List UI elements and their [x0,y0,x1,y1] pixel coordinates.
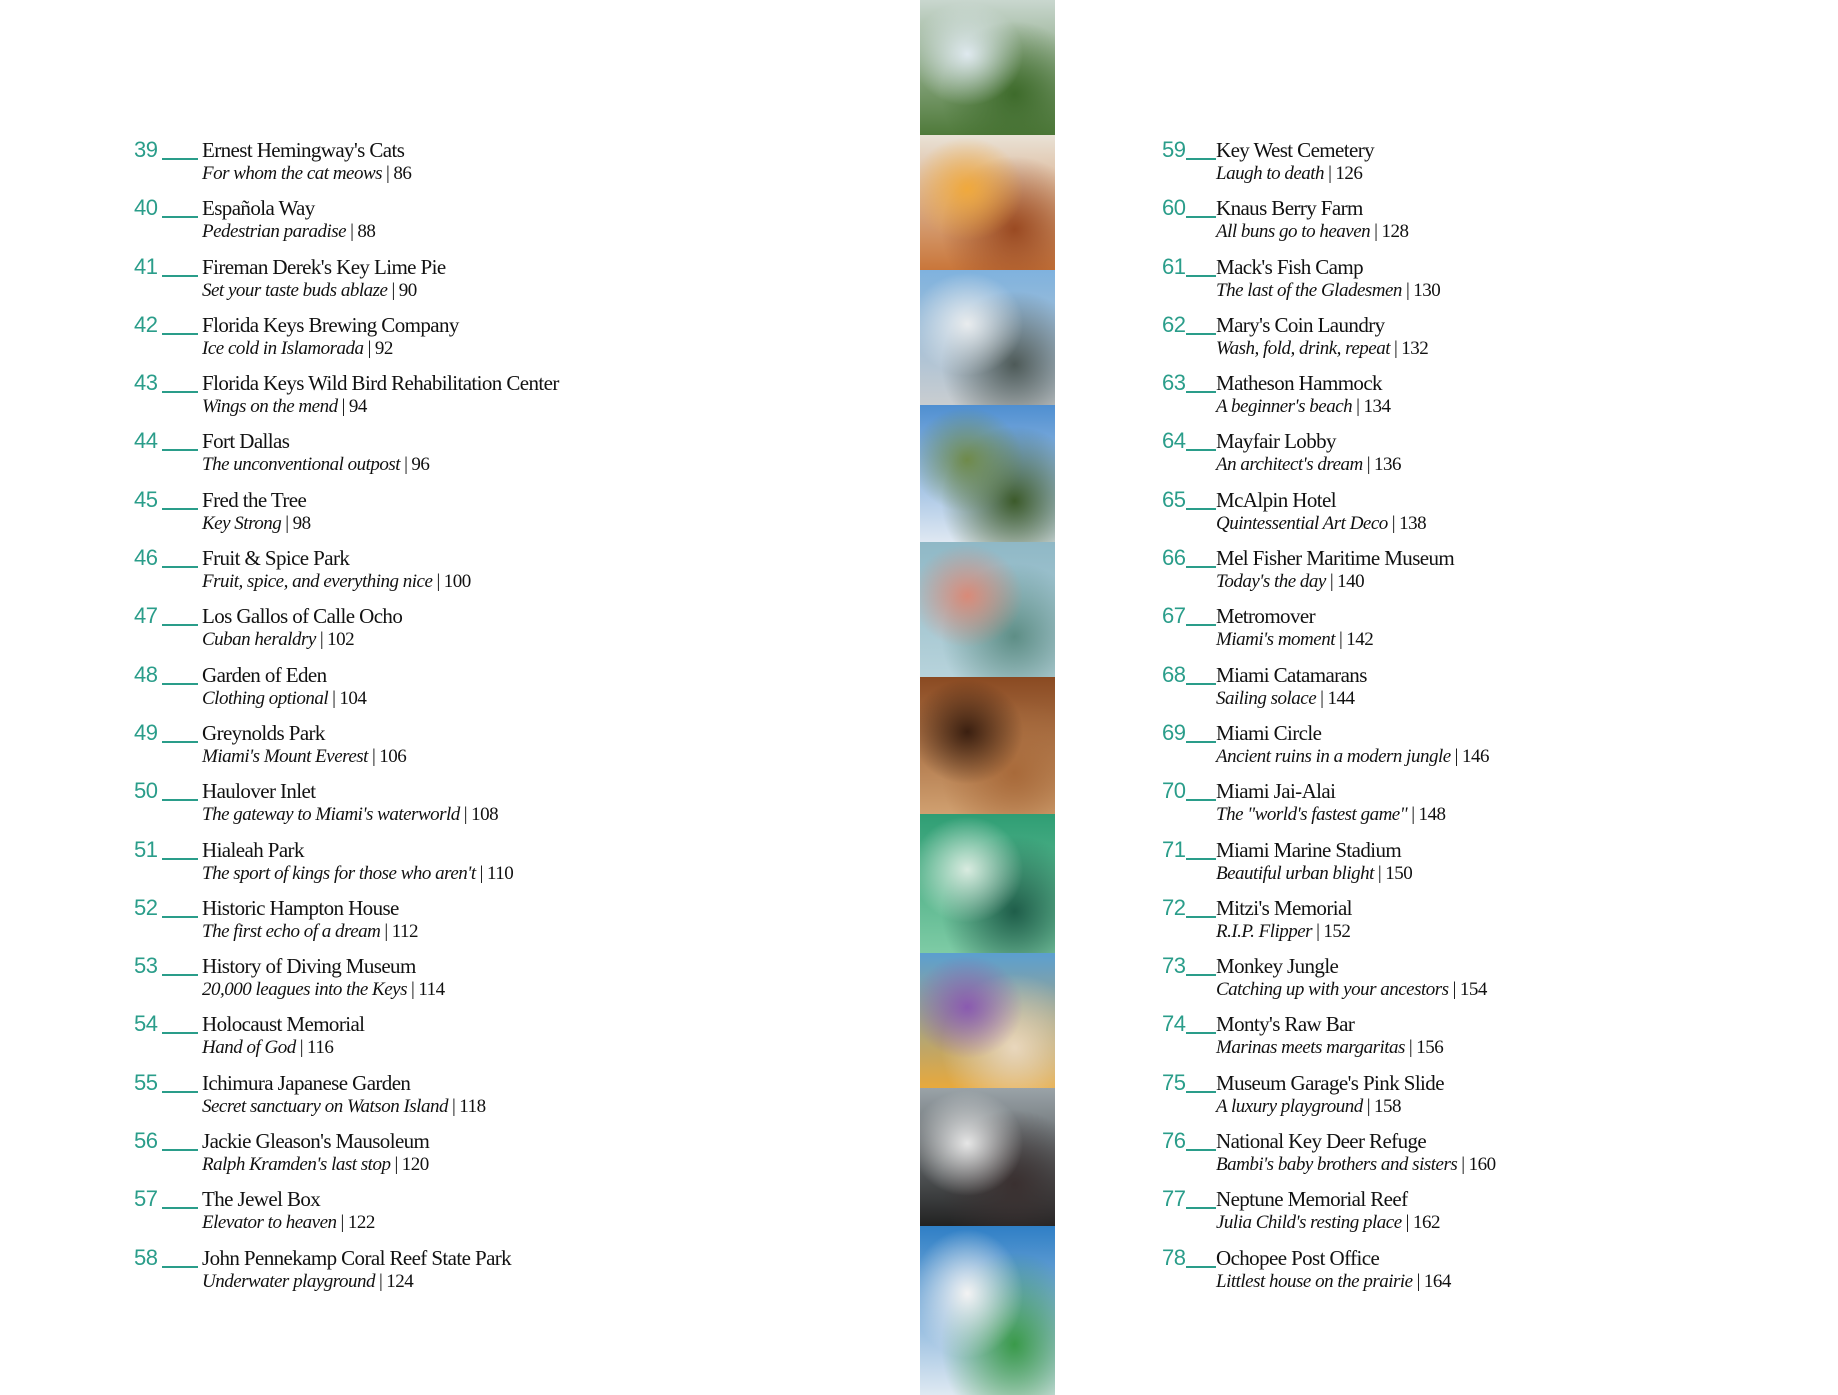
entry-subtitle: Miami's Mount Everest [202,745,368,767]
separator: | [350,221,354,243]
entry-subtitle-line [202,688,366,710]
entry-subtitle-line [202,513,311,535]
entry-number: 60 [1162,195,1186,221]
separator: | [1416,1270,1420,1292]
entry-page-number: 112 [391,920,418,942]
entry-subtitle: An architect's dream [1216,454,1363,476]
entry-subtitle: Ralph Kramden's last stop [202,1154,391,1176]
entry-subtitle: The last of the Gladesmen [1216,279,1402,301]
entry-page-number: 94 [348,396,367,418]
entry-leader-line [1186,1266,1216,1268]
separator: | [436,571,440,593]
entry-leader-line [1186,275,1216,277]
separator: | [285,512,289,534]
entry-number: 48 [134,661,158,687]
entry-subtitle-line [1216,454,1401,476]
entry-leader-line [162,799,198,801]
entry-subtitle: Clothing optional [202,687,329,709]
entry-subtitle: The first echo of a dream [202,920,381,942]
entry-subtitle: Set your taste buds ablaze [202,279,388,301]
entry-title: Monty's Raw Bar [1216,1012,1355,1037]
entry-leader-line [1186,391,1216,393]
entry-leader-line [162,683,198,685]
key-lime-pie-photo [920,135,1055,270]
entry-leader-line [1186,158,1216,160]
entry-title: Fruit & Spice Park [202,546,350,571]
separator: | [479,862,483,884]
entry-leader-line [162,1207,198,1209]
entry-title: Mitzi's Memorial [1216,895,1352,920]
entry-number: 68 [1162,661,1186,687]
entry-title: Monkey Jungle [1216,954,1339,979]
entry-subtitle: Key Strong [202,512,282,534]
entry-number: 45 [134,486,158,512]
entry-page-number: 100 [443,571,471,593]
bottles-photo [920,1088,1055,1226]
separator: | [1366,454,1371,476]
entry-subtitle-line [1216,163,1362,185]
entry-number: 71 [1162,836,1186,862]
entry-leader-line [1186,1207,1216,1209]
entry-leader-line [1186,333,1216,335]
entry-leader-line [162,1149,198,1151]
entry-subtitle-line [1216,1096,1401,1118]
entry-subtitle-line [1216,396,1390,418]
entry-subtitle: Julia Child's resting place [1216,1212,1402,1234]
entry-number: 42 [134,311,158,337]
entry-subtitle-line [202,746,406,768]
photo-strip [920,0,1055,1395]
entry-title: Miami Jai-Alai [1216,779,1336,804]
entry-subtitle: 20,000 leagues into the Keys [202,979,407,1001]
separator: | [332,687,336,709]
entry-title: Florida Keys Wild Bird Rehabilitation Center [202,371,559,396]
entry-page-number: 138 [1399,512,1427,534]
entry-page-number: 154 [1459,979,1487,1001]
entry-title: Greynolds Park [202,720,325,745]
separator: | [1366,1095,1371,1117]
separator: | [384,920,388,942]
entry-number: 46 [134,545,158,571]
entry-subtitle: Laugh to death [1216,163,1325,184]
entry-leader-line [162,1266,198,1268]
entry-subtitle: Bambi's baby brothers and sisters [1216,1154,1458,1176]
entry-subtitle-line [202,1271,413,1293]
entry-leader-line [1186,1091,1216,1093]
entry-subtitle: R.I.P. Flipper [1216,920,1313,942]
entry-leader-line [162,974,198,976]
entry-title: Mary's Coin Laundry [1216,312,1385,337]
entry-leader-line [1186,1032,1216,1034]
bedroom-quilt-photo [920,542,1055,677]
entry-title: Mel Fisher Maritime Museum [1216,546,1455,571]
entry-subtitle: Fruit, spice, and everything nice [202,571,433,593]
entry-title: Historic Hampton House [202,895,399,920]
entry-title: Fort Dallas [202,429,290,454]
separator: | [411,979,415,1001]
entry-page-number: 96 [411,454,430,476]
separator: | [1391,512,1396,534]
entry-subtitle-line [202,629,354,651]
entry-title: Matheson Hammock [1216,371,1382,396]
entry-number: 51 [134,836,158,862]
separator: | [391,279,395,301]
entry-page-number: 144 [1327,687,1355,709]
entry-leader-line [1186,1149,1216,1151]
entry-subtitle: The "world's fastest game" [1216,804,1408,826]
entry-title: Knaus Berry Farm [1216,196,1363,221]
entry-subtitle: Littlest house on the prairie [1216,1270,1413,1292]
entry-subtitle-line [202,1037,333,1059]
entry-subtitle: Today's the day [1216,571,1326,593]
entry-number: 67 [1162,603,1186,629]
entry-subtitle: All buns go to heaven [1216,221,1371,243]
separator: | [1374,221,1378,243]
entry-title: Hialeah Park [202,837,304,862]
entry-subtitle: Catching up with your ancestors [1216,979,1449,1001]
entry-subtitle-line [202,571,471,593]
entry-number: 53 [134,953,158,979]
entry-number: 44 [134,428,158,454]
separator: | [1408,1037,1413,1059]
entry-subtitle-line [202,1212,375,1234]
entry-subtitle-line [1216,1271,1451,1293]
entry-page-number: 102 [327,629,355,651]
entry-subtitle-line [202,454,429,476]
entry-subtitle-line [1216,629,1373,651]
entry-subtitle: A luxury playground [1216,1095,1363,1117]
entry-title: The Jewel Box [202,1187,321,1212]
separator: | [299,1037,304,1059]
entry-subtitle-line [202,863,513,885]
entry-subtitle-line [202,979,445,1001]
entry-number: 41 [134,253,158,279]
entry-leader-line [162,566,198,568]
entry-number: 40 [134,195,158,221]
entry-number: 50 [134,778,158,804]
entry-page-number: 152 [1323,920,1351,942]
entry-title: Ernest Hemingway's Cats [202,138,405,162]
separator: | [451,1095,456,1117]
entry-leader-line [162,158,198,160]
entry-page-number: 86 [393,163,412,184]
separator: | [1338,629,1343,651]
entry-page-number: 116 [307,1037,334,1059]
entry-subtitle: Pedestrian paradise [202,221,347,243]
entry-leader-line [1186,683,1216,685]
separator: | [1356,396,1360,418]
separator: | [1329,571,1334,593]
entry-number: 62 [1162,311,1186,337]
entry-page-number: 122 [347,1212,375,1234]
entry-leader-line [162,275,198,277]
entry-page-number: 130 [1413,279,1441,301]
entry-leader-line [162,858,198,860]
entry-page-number: 136 [1374,454,1402,476]
entry-number: 72 [1162,894,1186,920]
entry-leader-line [162,916,198,918]
entry-leader-line [1186,858,1216,860]
entry-number: 74 [1162,1011,1186,1037]
entry-page-number: 90 [398,279,417,301]
entry-subtitle-line [202,396,367,418]
entry-subtitle-line [1216,863,1412,885]
entry-number: 73 [1162,953,1186,979]
entry-subtitle: Sailing solace [1216,687,1317,709]
entry-number: 57 [134,1186,158,1212]
entry-subtitle: Beautiful urban blight [1216,862,1374,884]
entry-page-number: 158 [1374,1095,1402,1117]
entry-page-number: 88 [357,221,376,243]
entry-subtitle-line [1216,1212,1440,1234]
entry-subtitle-line [202,163,411,185]
entry-subtitle: Wings on the mend [202,396,338,418]
entry-number: 75 [1162,1069,1186,1095]
entry-number: 59 [1162,137,1186,162]
separator: | [404,454,408,476]
entry-subtitle: Elevator to heaven [202,1212,337,1234]
entry-page-number: 120 [401,1154,429,1176]
entry-page-number: 128 [1381,221,1409,243]
entry-title: Museum Garage's Pink Slide [1216,1070,1444,1095]
entry-title: Ochopee Post Office [1216,1245,1380,1270]
entry-number: 76 [1162,1128,1186,1154]
entry-page-number: 132 [1401,337,1429,359]
separator: | [394,1154,398,1176]
entry-page-number: 142 [1346,629,1374,651]
separator: | [1320,687,1324,709]
entry-leader-line [162,741,198,743]
entry-subtitle-line [1216,571,1364,593]
entry-subtitle: Wash, fold, drink, repeat [1216,337,1390,359]
entry-leader-line [1186,974,1216,976]
entry-subtitle-line [1216,688,1354,710]
separator: | [1461,1154,1465,1176]
entry-number: 66 [1162,545,1186,571]
entry-subtitle-line [1216,804,1446,826]
entry-leader-line [162,333,198,335]
entry-title: Ichimura Japanese Garden [202,1070,411,1095]
entry-title: Mack's Fish Camp [1216,254,1364,279]
underwater-photo [920,814,1055,953]
separator: | [1393,337,1398,359]
entry-subtitle: Quintessential Art Deco [1216,512,1388,534]
entry-subtitle-line [1216,338,1428,360]
entry-number: 54 [134,1011,158,1037]
separator: | [1411,804,1415,826]
entry-subtitle-line [202,804,498,826]
entry-title: Garden of Eden [202,662,327,687]
separator: | [1452,979,1456,1001]
separator: | [1454,745,1458,767]
entry-page-number: 106 [379,745,407,767]
entry-leader-line [1186,566,1216,568]
entry-number: 58 [134,1244,158,1270]
entry-subtitle-line [1216,1154,1496,1176]
entry-subtitle-line [202,921,418,943]
entry-subtitle-line [1216,280,1440,302]
entry-page-number: 98 [292,512,311,534]
entry-subtitle-line [202,1096,486,1118]
entry-page-number: 148 [1418,804,1446,826]
entry-title: Fireman Derek's Key Lime Pie [202,254,446,279]
entry-number: 49 [134,719,158,745]
separator: | [386,163,390,184]
entry-subtitle-line [1216,921,1350,943]
entry-subtitle: Hand of God [202,1037,296,1059]
entry-subtitle: A beginner's beach [1216,396,1353,418]
entry-leader-line [1186,916,1216,918]
entry-subtitle: The unconventional outpost [202,454,401,476]
entry-page-number: 146 [1461,745,1489,767]
entry-subtitle-line [1216,513,1426,535]
entry-page-number: 156 [1416,1037,1444,1059]
separator: | [340,1212,344,1234]
entry-subtitle: The gateway to Miami's waterworld [202,804,460,826]
building-sphere-photo [920,270,1055,405]
entry-page-number: 126 [1335,163,1363,184]
entry-number: 63 [1162,370,1186,396]
entry-title: Key West Cemetery [1216,138,1375,162]
entry-page-number: 150 [1385,862,1413,884]
entry-subtitle: Ice cold in Islamorada [202,337,364,359]
lifeguard-stand-photo [920,953,1055,1088]
entry-number: 43 [134,370,158,396]
entry-title: Metromover [1216,604,1315,629]
separator: | [367,337,371,359]
entry-page-number: 110 [486,862,514,884]
entry-number: 77 [1162,1186,1186,1212]
entry-number: 56 [134,1128,158,1154]
entry-page-number: 162 [1412,1212,1440,1234]
entry-subtitle-line [1216,979,1487,1001]
entry-title: Los Gallos of Calle Ocho [202,604,403,629]
entry-page-number: 134 [1363,396,1391,418]
entry-number: 69 [1162,719,1186,745]
entry-subtitle-line [202,280,417,302]
entry-subtitle: Cuban heraldry [202,629,316,651]
entry-number: 70 [1162,778,1186,804]
entry-leader-line [162,449,198,451]
entry-leader-line [162,1091,198,1093]
entry-page-number: 164 [1423,1270,1451,1292]
entry-leader-line [162,391,198,393]
entry-title: Neptune Memorial Reef [1216,1187,1408,1212]
entry-title: National Key Deer Refuge [1216,1129,1427,1154]
entry-subtitle-line [1216,221,1408,243]
entry-subtitle: Underwater playground [202,1270,375,1292]
entry-title: Fred the Tree [202,487,307,512]
entry-leader-line [162,624,198,626]
entry-page-number: 92 [374,337,393,359]
entry-subtitle-line [202,1154,429,1176]
entry-number: 55 [134,1069,158,1095]
entry-subtitle: Miami's moment [1216,629,1335,651]
entry-number: 39 [134,137,158,162]
separator: | [1405,279,1410,301]
entry-page-number: 118 [459,1095,486,1117]
bar-interior-photo [920,677,1055,814]
entry-subtitle-line [1216,746,1489,768]
entry-title: Mayfair Lobby [1216,429,1336,454]
separator: | [378,1270,383,1292]
entry-title: Jackie Gleason's Mausoleum [202,1129,430,1154]
entry-title: Florida Keys Brewing Company [202,312,459,337]
entry-page-number: 140 [1337,571,1365,593]
entry-leader-line [1186,508,1216,510]
entry-leader-line [162,508,198,510]
lighthouse-photo [920,405,1055,542]
separator: | [1328,163,1332,184]
entry-subtitle: Secret sanctuary on Watson Island [202,1095,448,1117]
entry-page-number: 160 [1468,1154,1496,1176]
entry-page-number: 104 [339,687,367,709]
entry-leader-line [162,216,198,218]
beach-person-photo [920,1226,1055,1395]
entry-leader-line [1186,741,1216,743]
entry-subtitle-line [202,338,393,360]
entry-title: Española Way [202,196,315,221]
entry-title: John Pennekamp Coral Reef State Park [202,1245,512,1270]
separator: | [1377,862,1382,884]
entry-page-number: 124 [386,1270,414,1292]
separator: | [341,396,345,418]
entry-title: Miami Marine Stadium [1216,837,1402,862]
separator: | [371,745,376,767]
entry-leader-line [1186,216,1216,218]
entry-subtitle: Ancient ruins in a modern jungle [1216,745,1451,767]
entry-subtitle: Marinas meets margaritas [1216,1037,1405,1059]
entry-number: 61 [1162,253,1186,279]
entry-title: Miami Catamarans [1216,662,1367,687]
entry-title: Holocaust Memorial [202,1012,365,1037]
entry-number: 52 [134,894,158,920]
separator: | [319,629,324,651]
entry-title: Haulover Inlet [202,779,316,804]
entry-leader-line [1186,799,1216,801]
entry-title: Miami Circle [1216,720,1322,745]
entry-page-number: 108 [471,804,499,826]
entry-number: 64 [1162,428,1186,454]
entry-leader-line [1186,449,1216,451]
entry-number: 65 [1162,486,1186,512]
entry-subtitle-line [1216,1037,1443,1059]
entry-leader-line [162,1032,198,1034]
separator: | [463,804,468,826]
separator: | [1316,920,1320,942]
entry-title: History of Diving Museum [202,954,416,979]
entry-leader-line [1186,624,1216,626]
entry-title: McAlpin Hotel [1216,487,1336,512]
entry-number: 78 [1162,1244,1186,1270]
entry-subtitle: For whom the cat meows [202,163,383,184]
entry-page-number: 114 [418,979,445,1001]
entry-subtitle: The sport of kings for those who aren't [202,862,476,884]
separator: | [1405,1212,1409,1234]
forest-lake-photo [920,0,1055,135]
entry-number: 47 [134,603,158,629]
entry-subtitle-line [202,221,375,243]
